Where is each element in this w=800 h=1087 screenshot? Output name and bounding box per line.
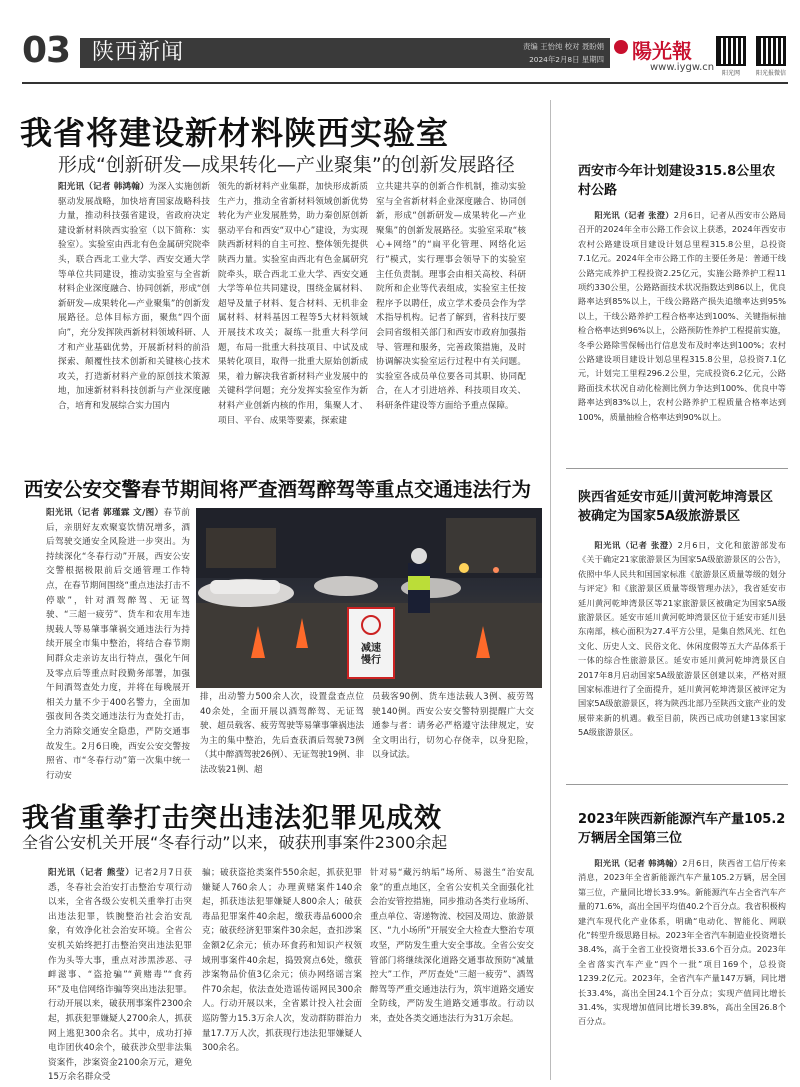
section-title: 陕西新闻 bbox=[80, 38, 500, 68]
side2-byline: 阳光讯（记者 张澄） bbox=[594, 540, 678, 550]
article1-col2: 领先的新材料产业集群，加快形成新质生产力，推动全省新材料领域创新优势转化为产业发展胜势，助力秦创原创新驱动平台和西安“双中心”建设，为实现陕西新材料的自主可控、整体领先提供陕西力量。实验室由西北有色金属研究院牵头，联合西北工业大学、西安交通大学等单位共同建设，围绕金属材料、超导及量子材料、复合材料、无机非金属材料、材料基因工程等5大材料领域开展技术攻关；凝练一批重大科学问题，布局一批重大科技项目、中试及成果转化项目，取得一批重大原始创新成果，着力解决我省新材料产业发展中的关键科学问题；充分发挥实验室作为新材料产业创新内核的作用，集聚人才、项目、平台、成果等要素，探索建 bbox=[218, 182, 368, 426]
article3-title: 我省重拳打击突出违法犯罪见成效 bbox=[22, 803, 442, 834]
traffic-police-photo bbox=[196, 508, 542, 688]
site-url: www.iygw.cn bbox=[650, 62, 715, 73]
qr-label: 阳光网 bbox=[721, 70, 740, 77]
side2-title: 陕西省延安市延川黄河乾坤湾景区被确定为国家5A级旅游景区 bbox=[578, 490, 774, 524]
article1-col3: 立共建共享的创新合作机制，推动实验室与全省新材料企业深度融合、协同创新，形成“创新研发—成果转化—产业聚集”的创新发展路径。实验室采取“核心+网络”的“扁平化管理、网络化运行”模式，实行理事会领导下的实验室主任负责制。理事会由相关高校、科研院所和企业等代表组成，实验室主任按程序予以聘任，成立学术委员会作为学术指导机构。记者了解到，省科技厅要会同省级相关部门和西安市政府加强指导、管理和服务，完善政策措施，及时协调解决实验室运行过程中有关问题。实验室各成员单位要各司其职、协同配合，在人才引进培养、科技项目攻关、科研条件建设等方面给予重点保障。 bbox=[376, 182, 526, 411]
article3-byline: 阳光讯（记者 熊莹） bbox=[48, 868, 135, 878]
page-number: 03 bbox=[22, 30, 71, 71]
article1-subtitle: 形成“创新研发—成果转化—产业聚集”的创新发展路径 bbox=[58, 154, 515, 176]
article2-col3: 员载客90例、货车违法载人3例、疲劳驾驶140例。西安公安交警特别提醒广大交通参与者：请务必严格遵守法律规定，安全文明出行，切勿心存侥幸，以身犯险，以身试法。 bbox=[372, 692, 534, 761]
column-rule bbox=[550, 100, 551, 1080]
article3-subtitle: 全省公安机关开展“冬春行动”以来，破获刑事案件2300余起 bbox=[22, 833, 448, 852]
side1-body: 阳光讯（记者 张澄）2月6日，记者从西安市公路局召开的2024年全市公路工作会议上获悉，2024年西安市农村公路建设项目建设计划总里程315.8公里，总投资7.1亿元。2024年全市公路工作的主要任务是：普通干线公路完成养护工程投资2.25亿元，实施公路养护工程11项约330公里，公路路面技术状况指数达到86以上，优良路率达到85%以上，干线公路路产损失追缴率达到95%以上，干线公路养护工程合格率达到100%、关键指标抽检合格率达到96%以上，公路预防性养护工程提前实施，冬季公路除雪保畅出行信息发布及时率达到100%；农村公路建设项目建设计划总里程315.8公里，总投资7.1亿元，计划完工里程296.2公里，完成投资6.2亿元，公路路面技术状况自动化检测比例力争达到100%、优良中等路率达到83%以上，农村公路养护工程质量合格率达到100%，质量抽检合格率达到90%以上。 bbox=[578, 210, 786, 422]
article1-col1: 阳光讯（记者 韩鸿翰）为深入实施创新驱动发展战略，加快培育国家战略科技力量，推动科技强省建设，省政府决定建设新材料陕西实验室（以下简称：实验室）。实验室由西北有色金属研究院牵头，联合西北工业大学、西安交通大学等单位共同建设，推动实验室与全省新材料企业深度融合、协同创新，形成“创新研发—成果转化—产业聚集”的创新发展路径。总体目标方面，聚焦“四个面向”，充分发挥陕西新材料领域科研、人才和产业基础优势，开展新材料的前沿探索、颠覆性技术创新和关键核心技术攻关，打造新材料产业的原创技术策源地，加速新材料科技创新与产业深度融合，培育和发展综合实力国内 bbox=[58, 182, 210, 411]
article2-col1: 阳光讯（记者 郭瑾霖 文/图）春节前后，亲朋好友欢聚宴饮情况增多，酒后驾驶交通安全风险进一步突出。为持续深化“冬春行动”开展，西安公安交警根据极限前后交通管理工作特点，在春节期间围绕“重点违法打击不停歇”，针对酒驾醉驾、无证驾驶、“三超一疲劳”、货车和农用车违规载人等易肇事肇祸交通违法行为持续开展全市集中整治，将结合春节期间群众走亲访友出行特点，强化午间及零点后等重点时段勤务部署，加强午间酒驾查处力度，并将在每晚展开相关力量不少于400名警力，全面加强夜间各类交通违法行为查处打击，全力消除交通安全隐患，严防交通事故发生。2月6日晚，西安公安交警按照省、市“冬春行动”第一次集中统一行动安 bbox=[46, 508, 190, 781]
side1-byline: 阳光讯（记者 张澄） bbox=[594, 210, 674, 220]
editor-line: 责编 王怡纯 校对 聂盼娟 bbox=[523, 42, 604, 51]
sidebar-rule bbox=[566, 468, 788, 469]
qr-code-icon bbox=[716, 36, 746, 66]
side1-title: 西安市今年计划建设315.8公里农村公路 bbox=[578, 164, 776, 198]
side3-body: 阳光讯（记者 韩鸿翰）2月6日，陕西省工信厅传来消息，2023年全省新能源汽车产量105.2万辆，居全国第三位，产量同比增长33.9%。新能源汽车占全省汽车产量的71.6%，高出全国平均值40.2个百分点。我省积极构建汽车现代化产业体系，明确“电动化、智能化、网联化”转型升级思路目标。2023年全省汽车制造业投资增长38.4%，高于全省工业投资增长33.6个百分点。2023年全省落实汽车产业“四个一批”项目169个，总投资1239.2亿元。2023年，全省汽车产量147万辆，同比增长33.4%，高出全国24.1个百分点；实现产值同比增长31.4%，实现增加值同比增长39.8%，高出全国26.8个百分点。 bbox=[578, 858, 787, 1027]
header-rule bbox=[22, 82, 788, 84]
article3-col3: 针对易“藏污纳垢”场所、易滋生“治安乱象”的重点地区，全省公安机关全面强化社会治安管控措施，同步推动各类行业场所、重点单位、寄递物流、校园及周边、旅游景区、“九小场所”开展安全大检查大整治专项攻坚，严防发生重大安全事故。全省公安交管部门将继续深化道路交通事故预防“减量控大”工作，严厉查处“三超一疲劳”、酒驾醉驾等严重交通违法行为，筑牢道路交通安全防线，严防发生道路交通事故。行动以来，查处各类交通违法行为31万余起。 bbox=[370, 868, 534, 1024]
article3-col2: 骗；破获盗抢类案件550余起，抓获犯罪嫌疑人760余人；办理黄赌案件140余起，抓获违法犯罪嫌疑人800余人；破获毒品犯罪案件40余起，缴获毒品6000余克；破获经济犯罪案件30余起，查扣涉案金额2亿余元；侦办环食药和知识产权领域刑事案件40余起，捣毁窝点6处，缴获涉案物品价值3亿余元；侦办网络谣言案件70余起，依法查处造谣传谣网民300余人。行动开展以来，全省累计投入社会面巡防警力15.3万余人次，发动群防群治力量17.7万人次，抓获现行违法犯罪嫌疑人300余名。 bbox=[202, 868, 362, 1054]
article1-title: 我省将建设新材料陕西实验室 bbox=[20, 114, 450, 152]
article3-col1: 阳光讯（记者 熊莹）记者2月7日获悉，冬春社会治安打击整治专项行动以来，全省各级公安机关重拳打击突出违法犯罪，铁腕整治社会治安乱象，有效净化社会治安环境。全省公安机关始终把打击整治突出违法犯罪作为头等大事，重点对涉黑涉恶、寻衅滋事、“盗抢骗”“黄赌毒”“食药环”及电信网络诈骗等突出违法犯罪。行动开展以来，破获刑事案件2300余起，抓获犯罪嫌疑人2700余人，抓获网上逃犯300余名。其中，成功打掉电诈团伙40余个，破获涉众型非法集资案件，涉案资金2100余万元，避免15万余名群众受 bbox=[48, 868, 192, 1083]
article1-byline: 阳光讯（记者 韩鸿翰） bbox=[58, 182, 149, 192]
newspaper-logo: 陽光報 bbox=[632, 39, 692, 63]
side2-body: 阳光讯（记者 张澄）2月6日，文化和旅游部发布《关于确定21家旅游景区为国家5A级旅游景区的公告》，依照中华人民共和国国家标准《旅游景区质量等级的划分与评定》和《旅游景区质量等级管理办法》，我省延安市延川黄河乾坤湾景区等21家旅游景区被确定为国家5A级旅游景区。延安市延川黄河乾坤湾景区位于延安市延川县东南部，核心面积为27.4平方公里，是集自然风光、红色文化、历史人文、民俗文化、休闲度假等五大产品体系于一体的综合性旅游景区。延安市延川黄河乾坤湾景区自2017年8月启动国家5A级旅游景区创建以来，严格对照国家标准进行了全面提升，延川黄河乾坤湾景区被评定为国家5A级旅游景区，将为陕西北部乃至陕西文旅产业的发展带来新的机遇。截至目前，陕西已成功创建13家国家5A级旅游景区。 bbox=[578, 540, 786, 738]
header-meta bbox=[500, 38, 610, 68]
article2-title: 西安公安交警春节期间将严查酒驾醉驾等重点交通违法行为 bbox=[24, 478, 532, 501]
qr-label: 阳光报微信 bbox=[755, 70, 786, 77]
article2-byline: 阳光讯（记者 郭瑾霖 文/图） bbox=[46, 508, 164, 518]
date-line: 2024年2月8日 星期四 bbox=[529, 55, 604, 64]
article2-col2: 排，出动警力500余人次，设置盘查点位40余处，全面开展以酒驾醉驾、无证驾驶、超员载客、疲劳驾驶等易肇事肇祸违法为主的集中整治，先后查获酒后驾驶73例（其中醉酒驾驶26例）、无证驾驶19例、非法改装21例、超 bbox=[200, 692, 364, 775]
side3-byline: 阳光讯（记者 韩鸿翰） bbox=[594, 858, 683, 868]
sun-logo-icon bbox=[614, 40, 628, 54]
side3-title: 2023年陕西新能源汽车产量105.2万辆居全国第三位 bbox=[578, 812, 786, 846]
slow-down-sign: 减速 慢行 bbox=[361, 643, 381, 666]
sidebar-rule bbox=[566, 784, 788, 785]
qr-code-icon bbox=[756, 36, 786, 66]
